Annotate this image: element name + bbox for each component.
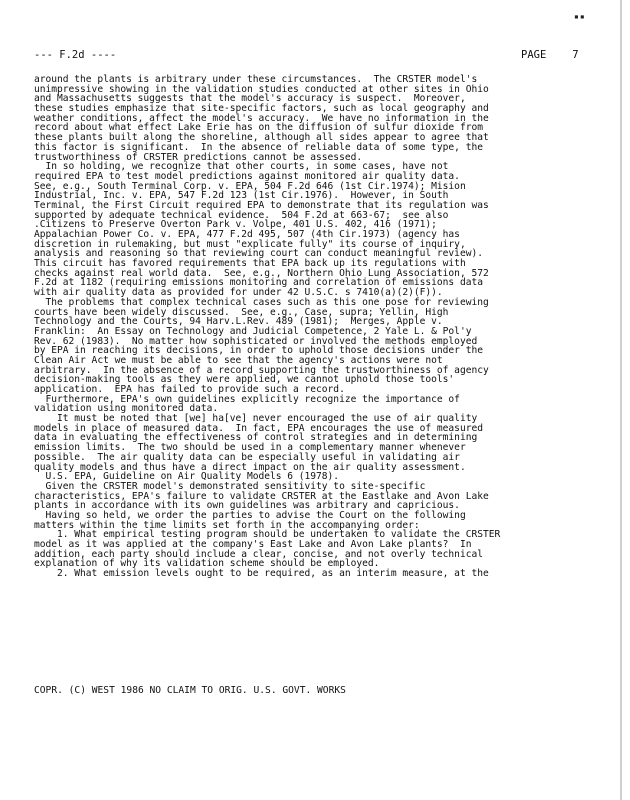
text-line: In so holding, we recognize that other courts, in some cases, have not [34,161,449,173]
text-line: explanation of why its validation scheme should be employed. [34,558,380,570]
text-line: weather conditions, affect the model's accuracy. We have no information in the [34,112,489,124]
text-line: around the plants is arbitrary under these circumstances. The CRSTER model's [34,74,478,85]
text-line: 1. What empirical testing program should be undertaken to validate the CRSTER [34,529,501,541]
text-line: decision-making tools as they were applied, we cannot uphold those tools' [34,374,455,386]
text-line: See, e.g., South Terminal Corp. v. EPA, 504 F.2d 646 (1st Cir.1974); Mision [34,180,466,192]
text-line: this factor is significant. In the absence of reliable data of some type, the [34,141,483,153]
corner-mark: ▪▪ [574,12,586,21]
page-label: PAGE [521,49,547,61]
text-line: possible. The air quality data can be especially useful in validating air [34,451,460,463]
text-line: .Citizens to Preserve Overton Park v. Volpe, 401 U.S. 402, 416 (1971); [34,219,437,231]
text-line: by EPA in reaching its decisions, in order to uphold those decisions under the [34,345,483,357]
text-line: It must be noted that [we] ha[ve] never encouraged the use of air quality [34,413,478,425]
scan-edge [620,0,622,800]
page-indicator [521,48,579,62]
opinion-text [34,75,614,579]
text-line: supported by adequate technical evidence. 504 F.2d at 663-67; see also [34,209,449,221]
text-line: courts have been widely discussed. See, e.g., Case, supra; Yellin, High [34,306,449,318]
text-line: trustworthiness of CRSTER predictions cannot be assessed. [34,151,363,163]
text-line: emission limits. The two should be used in a complementary manner whenever [34,442,466,454]
text-line: Technology and the Courts, 94 Harv.L.Rev. 489 (1981); Merges, Apple v. [34,316,443,328]
text-line: models in place of measured data. In fact, EPA encourages the use of measured [34,422,483,434]
page-header [34,48,606,62]
page-number: 7 [572,49,579,61]
text-line: plants in accordance with its own guidelines was arbitrary and capricious. [34,500,460,512]
text-line: addition, each party should include a clear, concise, and not overly technical [34,548,483,560]
reporter-citation: --- F.2d ---- [34,49,117,61]
text-line: F.2d at 1182 (requiring emissions monitoring and correlation of emissions data [34,277,483,289]
text-line: required EPA to test model predictions against monitored air quality data. [34,170,460,182]
text-line: This circuit has favored requirements that EPA back up its regulations with [34,258,466,270]
copyright-footer: COPR. (C) WEST 1986 NO CLAIM TO ORIG. U.S. GOVT. WORKS [34,685,346,696]
text-line: quality models and thus have a direct impact on the air quality assessment. [34,461,466,473]
text-line: analysis and reasoning so that reviewing court can conduct meaningful review). [34,248,483,260]
text-line: Terminal, the First Circuit required EPA to demonstrate that its regulation was [34,199,489,211]
text-line: and Massachusetts suggests that the model's accuracy is suspect. Moreover, [34,93,466,105]
text-line: U.S. EPA, Guideline on Air Quality Models 6 (1978). [34,471,340,483]
text-line: these plants built along the shoreline, although all sides appear to agree that [34,132,489,144]
text-line: Clean Air Act we must be able to see that the agency's actions were not [34,354,443,366]
text-line: Having so held, we order the parties to advise the Court on the following [34,509,466,521]
text-line: Appalachian Power Co. v. EPA, 477 F.2d 495, 507 (4th Cir.1973) (agency has [34,229,460,240]
text-line: these studies emphasize that site-specific factors, such as local geography and [34,103,489,115]
text-line: validation using monitored data. [34,403,219,415]
text-line: arbitrary. In the absence of a record supporting the trustworthiness of agency [34,364,489,376]
text-line: Industrial, Inc. v. EPA, 547 F.2d 123 (1st Cir.1976). However, in South [34,190,449,202]
text-line: unimpressive showing in the validation studies conducted at other sites in Ohio [34,83,489,95]
text-line: characteristics, EPA's failure to validate CRSTER at the Eastlake and Avon Lake [34,490,489,502]
text-line: matters within the time limits set forth in the accompanying order: [34,519,420,531]
text-line: discretion in rulemaking, but must "explicate fully" its course of inquiry, [34,238,466,250]
text-line: data in evaluating the effectiveness of control strategies and in determining [34,432,478,444]
text-line: model as it was applied at the company's East Lake and Avon Lake plants? In [34,539,472,550]
text-line: Furthermore, EPA's own guidelines explicitly recognize the importance of [34,393,460,405]
text-line: Rev. 62 (1983). No matter how sophisticated or involved the methods employed [34,335,478,347]
text-line: Franklin: An Essay on Technology and Judicial Competence, 2 Yale L. & Pol'y [34,325,472,337]
text-line: checks against real world data. See, e.g., Northern Ohio Lung Association, 572 [34,267,489,279]
text-line: 2. What emission levels ought to be required, as an interim measure, at the [34,568,489,580]
text-line: Given the CRSTER model's demonstrated sensitivity to site-specific [34,480,426,492]
text-line: record about what effect Lake Erie has on the diffusion of sulfur dioxide from [34,122,483,134]
text-line: application. EPA has failed to provide such a record. [34,384,345,395]
text-line: The problems that complex technical cases such as this one pose for reviewing [34,296,489,308]
text-line: with air quality data as provided for under 42 U.S.C. s 7410(a)(2)(F)). [34,287,443,299]
